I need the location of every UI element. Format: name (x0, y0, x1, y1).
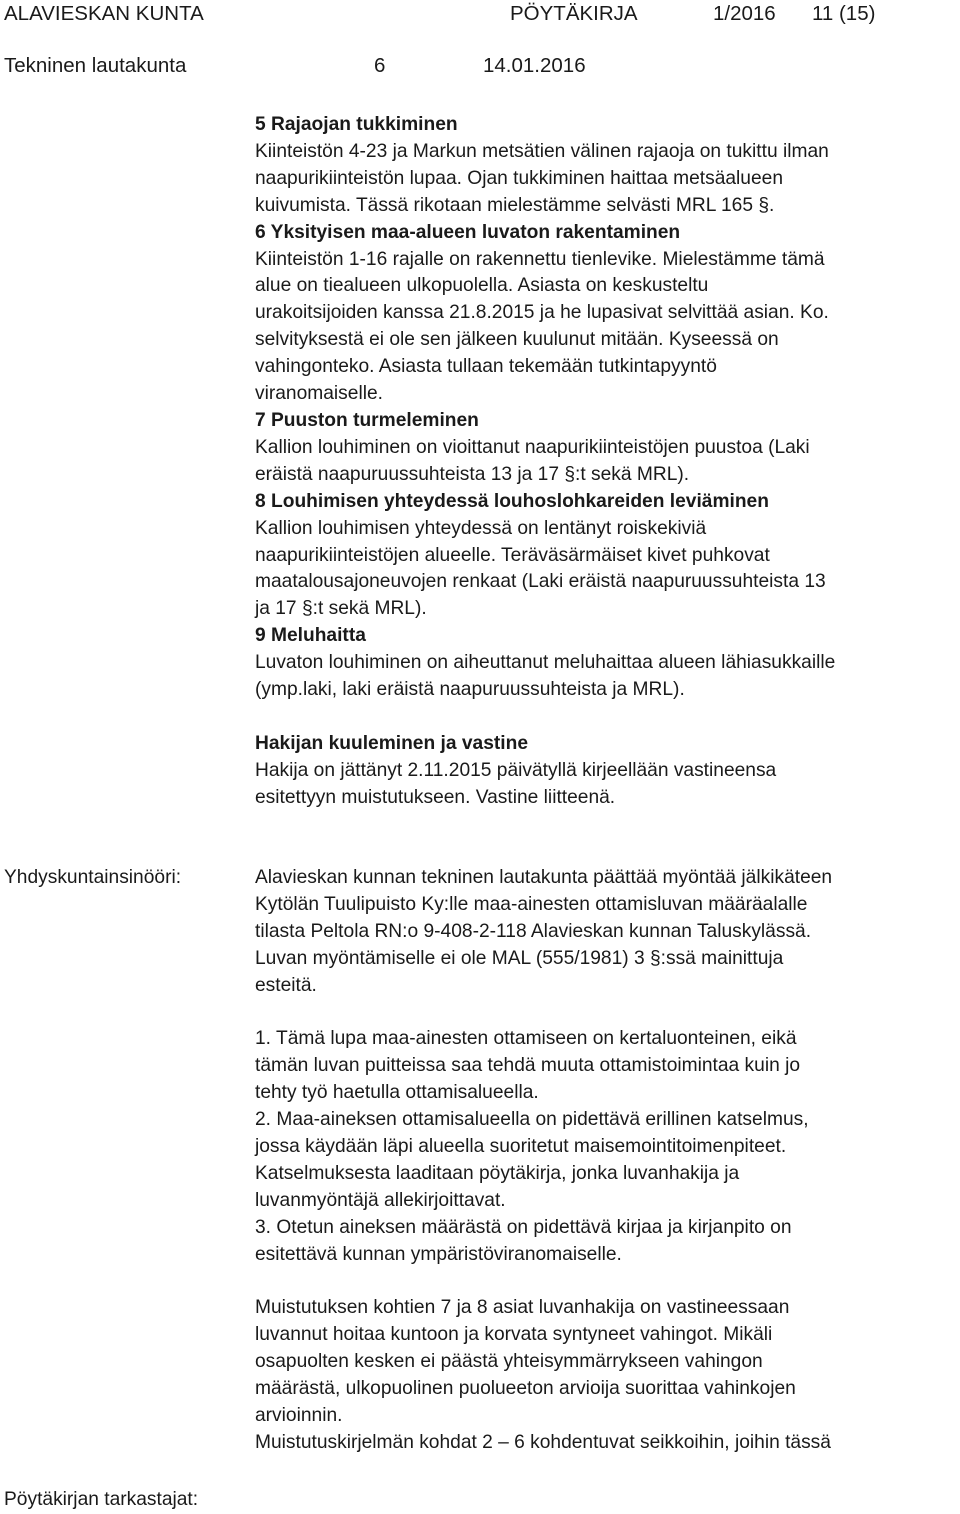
proposal-intro-line: Luvan myöntämiselle ei ole MAL (555/1981) 3 §:ssä mainittuja (255, 947, 784, 969)
proposal-intro-line: esteitä. (255, 974, 317, 996)
item-5-line: Kiinteistön 4-23 ja Markun metsätien välinen rajaoja on tukittu ilman (255, 140, 829, 162)
page-number: 11 (15) (812, 2, 876, 25)
hearing-line: Hakija on jättänyt 2.11.2015 päivätyllä kirjeellään vastineensa (255, 759, 777, 781)
item-8-line: Kallion louhimisen yhteydessä on lentänyt roiskekiviä (255, 517, 707, 539)
condition-line: tämän luvan puitteissa saa tehdä muuta ottamistoimintaa kuin jo (255, 1055, 801, 1077)
item-5-title: 5 Rajaojan tukkiminen (255, 114, 458, 135)
section-number: 6 (374, 54, 386, 77)
response-line: luvannut hoitaa kuntoon ja korvata syntyneet vahingot. Mikäli (255, 1324, 773, 1346)
response-line: arvioinnin. (255, 1405, 343, 1427)
item-6-title: 6 Yksityisen maa-alueen luvaton rakentaminen (255, 221, 681, 243)
condition-line: Katselmuksesta laaditaan pöytäkirja, jonka luvanhakija ja (255, 1162, 740, 1184)
item-8-line: maatalousajoneuvojen renkaat (Laki eräistä naapuruussuhteista 13 (255, 571, 826, 593)
proposal-intro-line: Kytölän Tuulipuisto Ky:lle maa-ainesten ottamisluvan määräalalle (255, 893, 808, 915)
item-5-line: kuivumista. Tässä rikotaan mielestämme selvästi MRL 165 §. (255, 194, 775, 216)
item-7-title: 7 Puuston turmeleminen (255, 409, 479, 431)
response-line: Muistutuksen kohtien 7 ja 8 asiat luvanhakija on vastineessaan (255, 1297, 790, 1319)
item-8-title: 8 Louhimisen yhteydessä louhoslohkareiden leviäminen (255, 490, 769, 512)
item-9-title: 9 Meluhaitta (255, 625, 366, 647)
item-5-line: naapurikiinteistön lupaa. Ojan tukkiminen haittaa metsäalueen (255, 167, 783, 189)
proposal-intro-line: tilasta Peltola RN:o 9-408-2-118 Alavieskan kunnan Taluskylässä. (255, 920, 812, 942)
proposal-body (255, 865, 960, 1457)
objection-list (255, 112, 960, 812)
condition-line: tehty työ haetulla ottamisalueella. (255, 1082, 539, 1104)
condition-line: 3. Otetun aineksen määrästä on pidettävä kirjaa ja kirjanpito on (255, 1216, 792, 1238)
proposal-label: Yhdyskuntainsinööri: (4, 867, 182, 888)
document-type: PÖYTÄKIRJA (510, 2, 638, 25)
item-8-line: naapurikiinteistöjen alueelle. Teräväsärmäiset kivet puhkovat (255, 544, 770, 566)
spacer (255, 704, 960, 731)
hearing-line: esitettyyn muistutukseen. Vastine liitteenä. (255, 786, 616, 808)
condition-line: 2. Maa-aineksen ottamisalueella on pidettävä erillinen katselmus, (255, 1109, 809, 1131)
response-line: osapuolten kesken ei päästä yhteisymmärrykseen vahingon (255, 1351, 763, 1373)
item-6-line: Kiinteistön 1-16 rajalle on rakennettu tienlevike. Mielestämme tämä (255, 248, 825, 270)
spacer (255, 1269, 960, 1296)
item-7-line: Kallion louhiminen on vioittanut naapurikiinteistöjen puustoa (Laki (255, 436, 810, 458)
item-6-line: viranomaiselle. (255, 383, 383, 405)
item-6-line: alue on tiealueen ulkopuolella. Asiasta on keskusteltu (255, 275, 709, 297)
hearing-title: Hakijan kuuleminen ja vastine (255, 732, 528, 754)
board-name: Tekninen lautakunta (4, 54, 187, 77)
inspectors-label: Pöytäkirjan tarkastajat: (4, 1489, 199, 1510)
response-line: määrästä, ulkopuolinen puolueeton arvioija suorittaa vahinkojen (255, 1378, 796, 1400)
condition-line: luvanmyöntäjä allekirjoittavat. (255, 1189, 506, 1211)
item-6-line: vahingonteko. Asiasta tullaan tekemään tutkintapyyntö (255, 356, 717, 378)
item-9-line: Luvaton louhiminen on aiheuttanut meluhaittaa alueen lähiasukkaille (255, 652, 836, 674)
condition-line: jossa käydään läpi alueella suoritetut maisemointitoimenpiteet. (255, 1136, 787, 1158)
item-9-line: (ymp.laki, laki eräistä naapuruussuhteista ja MRL). (255, 679, 685, 701)
item-8-line: ja 17 §:t sekä MRL). (255, 598, 427, 620)
condition-line: esitettävä kunnan ympäristöviranomaiselle. (255, 1243, 622, 1265)
item-6-line: selvityksestä ei ole sen jälkeen kuulunut mitään. Kyseessä on (255, 329, 779, 351)
item-6-line: urakoitsijoiden kanssa 21.8.2015 ja he lupasivat selvittää asian. Ko. (255, 302, 829, 324)
municipality-name: ALAVIESKAN KUNTA (4, 2, 204, 25)
item-7-line: eräistä naapuruussuhteista 13 ja 17 §:t sekä MRL). (255, 463, 690, 485)
spacer (255, 1000, 960, 1027)
meeting-date: 14.01.2016 (483, 54, 586, 77)
response-line: Muistutuskirjelmän kohdat 2 – 6 kohdentuvat seikkoihin, joihin tässä (255, 1432, 831, 1453)
proposal-intro-line: Alavieskan kunnan tekninen lautakunta päättää myöntää jälkikäteen (255, 867, 833, 888)
document-number: 1/2016 (713, 2, 776, 25)
condition-line: 1. Tämä lupa maa-ainesten ottamiseen on kertaluonteinen, eikä (255, 1028, 797, 1050)
